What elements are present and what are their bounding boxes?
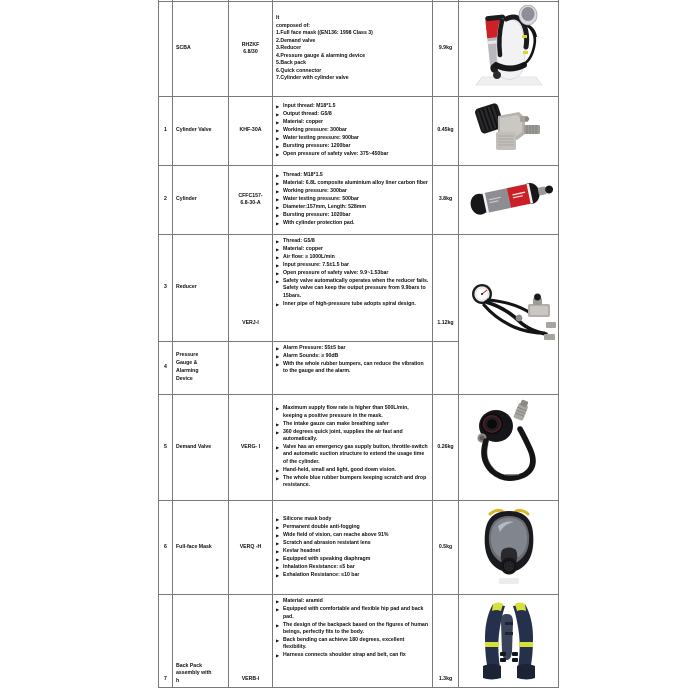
list-item: 3.Reducer xyxy=(276,45,302,52)
cell-model xyxy=(229,166,273,235)
name-line-2: assembly with xyxy=(176,670,212,677)
model-line-1: CFFC157- xyxy=(238,192,263,199)
cell-model: VERQ -H xyxy=(229,501,273,595)
list-item: ▶ With the whole rubber bumpers, can reduce the vibration to the gauge and the alarm. xyxy=(276,361,429,376)
list-item: ▶ Water testing pressure: 900bar xyxy=(276,135,429,142)
cell-spec xyxy=(273,501,433,595)
demand-valve-photo xyxy=(469,398,549,494)
list-item: ▶ Wide field of vision, can reache above 91% xyxy=(276,532,429,539)
cell-weight: 1.12kg xyxy=(433,235,459,342)
table-row xyxy=(159,395,559,501)
cell-spec xyxy=(273,395,433,501)
cell-picture xyxy=(459,235,559,395)
cell-name xyxy=(173,595,229,687)
list-item: ▶ Thread: G5/8 xyxy=(276,238,429,245)
cell-spec xyxy=(273,342,433,395)
cell-name: Demand Valve xyxy=(173,395,229,501)
scba-intro-line-2: composed of: xyxy=(276,22,311,29)
list-item: ▶ Input thread: M18*1.5 xyxy=(276,103,429,110)
reducer-hose-assembly-photo xyxy=(462,278,558,348)
spec-list xyxy=(276,238,429,308)
table-row xyxy=(159,97,559,166)
spec-list xyxy=(276,172,429,227)
cell-weight xyxy=(433,342,459,395)
cell-picture xyxy=(459,2,559,97)
cell-model: KHF-30A xyxy=(229,97,273,166)
list-item: ▶ Material: copper xyxy=(276,119,429,126)
cell-model: VERJ-I xyxy=(229,235,273,342)
spec-list xyxy=(276,345,429,376)
scba-component-list xyxy=(276,30,429,83)
cell-name: Full-face Mask xyxy=(173,501,229,595)
list-item: ▶ Inhalation Resistance: ≤5 bar xyxy=(276,564,429,571)
list-item: ▶ Inner pipe of high-pressure tube adopts spiral design. xyxy=(276,301,429,308)
list-item: ▶ Silicone mask body xyxy=(276,516,429,523)
list-item: ▶ Working pressure: 300bar xyxy=(276,188,429,195)
list-item: ▶ Valve has an emergency gas supply button, throttle-switch and automatic suction structure to extend the usage time of the cylinder. xyxy=(276,444,429,466)
list-item: ▶ 360 degrees quick joint, supplies the air fast and automatically. xyxy=(276,429,429,444)
cell-model xyxy=(229,2,273,97)
list-item: ▶ With cylinder protection pad. xyxy=(276,220,429,227)
cell-no: 5 xyxy=(159,395,173,501)
list-item: ▶ Open pressure of safety valve: 9.9~1.53bar xyxy=(276,270,429,277)
cell-picture xyxy=(459,595,559,687)
table-row xyxy=(159,501,559,595)
list-item: ▶ Diameter:157mm, Length: 528mm xyxy=(276,204,429,211)
cell-spec xyxy=(273,2,433,97)
list-item: ▶ Alarm Sounds: ≥ 90dB xyxy=(276,353,429,360)
cell-picture xyxy=(459,166,559,235)
list-item: ▶ Water testing pressure: 500bar xyxy=(276,196,429,203)
model-line-2: 6.8-30-A xyxy=(240,200,261,206)
cell-name-text: Pressure Gauge & Alarming Device xyxy=(176,352,199,382)
list-item: ▶ Thread: M18*1.5 xyxy=(276,172,429,179)
cell-weight: 3.8kg xyxy=(433,166,459,235)
scba-full-set-photo xyxy=(466,5,552,89)
list-item: ▶ Bursting pressure: 1020bar xyxy=(276,212,429,219)
table-row xyxy=(159,166,559,235)
spec-list xyxy=(276,516,429,579)
table-row xyxy=(159,2,559,97)
list-item: ▶ Input pressure: 7.5±1.5 bar xyxy=(276,262,429,269)
list-item: ▶ Air flow: ≥ 1000L/min xyxy=(276,254,429,261)
cell-picture xyxy=(459,395,559,501)
list-item: ▶ Exhalation Resistance: ≤10 bar xyxy=(276,572,429,579)
cell-name xyxy=(173,342,229,395)
list-item: ▶ Bursting pressure: 1200bar xyxy=(276,143,429,150)
list-item: 2.Demand valve xyxy=(276,37,316,44)
table-row xyxy=(159,595,559,687)
cell-picture xyxy=(459,501,559,595)
cell-no: 3 xyxy=(159,235,173,342)
cell-weight: 0.5kg xyxy=(433,501,459,595)
cell-spec xyxy=(273,235,433,342)
scba-intro-line-1: It xyxy=(276,15,280,22)
spec-list xyxy=(276,103,429,158)
list-item: ▶ Hand-held, small and light, good down vision. xyxy=(276,467,429,474)
name-line-1: Back Pack xyxy=(176,662,202,669)
specification-table xyxy=(158,0,559,688)
cell-model: VERG- I xyxy=(229,395,273,501)
cell-spec xyxy=(273,97,433,166)
cell-no: 7 xyxy=(159,595,173,687)
list-item: ▶ Kevlar headnet xyxy=(276,548,429,555)
list-item: ▶ Material: copper xyxy=(276,246,429,253)
full-face-mask-photo xyxy=(474,504,544,588)
cell-no: 2 xyxy=(159,166,173,235)
list-item: 1.Full face mask ((EN136: 1998 Class 3) xyxy=(276,30,373,37)
cell-weight: 0.26kg xyxy=(433,395,459,501)
cell-name: Cylinder Valve xyxy=(173,97,229,166)
carbon-fiber-cylinder-photo xyxy=(463,170,555,226)
cell-model: VERB-I xyxy=(229,595,273,687)
cell-name: Reducer xyxy=(173,235,229,342)
cell-no: 4 xyxy=(159,342,173,395)
cell-spec xyxy=(273,166,433,235)
cell-weight: 0.45kg xyxy=(433,97,459,166)
list-item: ▶ Permanent double anti-fogging xyxy=(276,524,429,531)
cell-spec xyxy=(273,595,433,687)
list-item: ▶ Equipped with speaking diaphragm xyxy=(276,556,429,563)
cell-name: SCBA xyxy=(173,2,229,97)
list-item: 6.Quick connector xyxy=(276,67,322,74)
cell-picture xyxy=(459,97,559,166)
model-line-2: 6.8/30 xyxy=(243,49,258,55)
list-item: ▶ Back bending can achieve 180 degrees, excellent flexibility. xyxy=(276,637,429,652)
list-item: 7.Cylinder with cylinder valve xyxy=(276,75,349,82)
cell-model xyxy=(229,342,273,395)
list-item: ▶ Alarm Pressure: 55±5 bar xyxy=(276,345,429,352)
list-item: ▶ Open pressure of safety valve: 375~450bar xyxy=(276,151,429,158)
list-item: ▶ The intake gauze can make breathing safer xyxy=(276,421,429,428)
cylinder-valve-photo xyxy=(467,100,551,158)
model-line-1: RHZKF xyxy=(241,41,260,48)
cell-no: 1 xyxy=(159,97,173,166)
cell-weight: 9.9kg xyxy=(433,2,459,97)
cell-weight: 1.3kg xyxy=(433,595,459,687)
list-item: ▶ Safety valve automatically operates when the reducer fails. Safety valve can keep the output pressure from 9.9bars to 15bars. xyxy=(276,278,429,300)
list-item: ▶ The design of the backpack based on the figures of human beings, perfectly fits to the body. xyxy=(276,622,429,637)
spec-list xyxy=(276,405,429,489)
list-item: ▶ Working pressure: 300bar xyxy=(276,127,429,134)
list-item: 5.Back pack xyxy=(276,60,306,67)
name-line-3: h xyxy=(176,677,180,684)
spec-list xyxy=(276,598,429,659)
list-item: ▶ Equipped with comfortable and flexible hip pad and back pad. xyxy=(276,606,429,621)
list-item: 4.Pressure gauge & alarming device xyxy=(276,52,366,59)
list-item: ▶ Material: aramid xyxy=(276,598,429,605)
list-item: ▶ Maximum supply flow rate is higher than 500L/min, keeping a positive pressure in the mask. xyxy=(276,405,429,420)
back-pack-harness-photo xyxy=(471,598,547,680)
list-item: ▶ Material: 6.8L composite aluminium alloy liner carbon fiber xyxy=(276,180,429,187)
table-row xyxy=(159,235,559,342)
list-item: ▶ Output thread: G5/8 xyxy=(276,111,429,118)
cell-name: Cylinder xyxy=(173,166,229,235)
list-item: ▶ Scratch and abrasion resistant lens xyxy=(276,540,429,547)
cell-no: 6 xyxy=(159,501,173,595)
cell-no xyxy=(159,2,173,97)
list-item: ▶ Harness connects shoulder strap and belt, can fix xyxy=(276,652,429,659)
list-item: ▶ The whole blue rubber bumpers keeping scratch and drop resistance. xyxy=(276,475,429,490)
